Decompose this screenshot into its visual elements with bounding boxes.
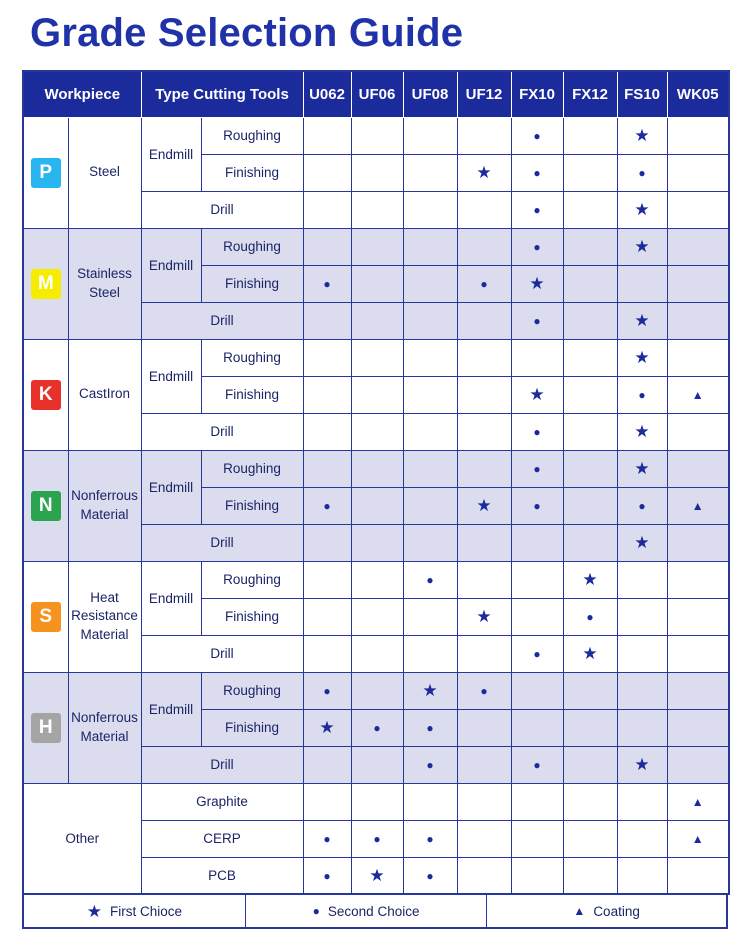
grade-cell-uf06	[351, 672, 403, 709]
grade-cell-uf08	[403, 265, 457, 302]
tool-label: Drill	[141, 746, 303, 783]
grade-cell-uf08	[403, 561, 457, 598]
grade-cell-uf12	[457, 672, 511, 709]
material-label: Stainless Steel	[68, 228, 141, 339]
grade-cell-u062	[303, 117, 351, 154]
grade-cell-wk05	[667, 746, 729, 783]
second-choice-dot-icon: ●	[312, 904, 320, 918]
material-label: Nonferrous Material	[68, 672, 141, 783]
grade-cell-uf06	[351, 709, 403, 746]
grade-cell-uf08	[403, 746, 457, 783]
grade-cell-uf12	[457, 635, 511, 672]
tool-label: Endmill	[141, 561, 201, 635]
grade-cell-fx12	[563, 450, 617, 487]
tool-label: Endmill	[141, 117, 201, 191]
second-choice-dot-icon: ●	[323, 277, 331, 291]
table-row	[23, 561, 729, 598]
grade-cell-fx10	[511, 413, 563, 450]
grade-cell-fx12	[563, 487, 617, 524]
grade-cell-uf06	[351, 598, 403, 635]
grade-cell-fs10	[617, 339, 667, 376]
cut-type-label: Finishing	[201, 265, 303, 302]
second-choice-dot-icon: ●	[426, 758, 434, 772]
grade-cell-fx12	[563, 117, 617, 154]
grade-cell-uf08	[403, 672, 457, 709]
grade-cell-u062	[303, 302, 351, 339]
grade-cell-uf12	[457, 746, 511, 783]
grade-cell-wk05	[667, 191, 729, 228]
grade-cell-fx10	[511, 635, 563, 672]
grade-cell-fs10	[617, 191, 667, 228]
cut-type-label: Roughing	[201, 450, 303, 487]
grade-cell-fs10	[617, 117, 667, 154]
legend-bar	[22, 895, 728, 929]
tool-label: Endmill	[141, 339, 201, 413]
grade-cell-fx12	[563, 154, 617, 191]
grade-cell-wk05	[667, 783, 729, 820]
second-choice-dot-icon: ●	[373, 832, 381, 846]
workpiece-badge-cell	[23, 450, 68, 561]
first-choice-star-icon: ★	[476, 496, 492, 515]
grade-cell-fx10	[511, 376, 563, 413]
grade-cell-fs10	[617, 820, 667, 857]
second-choice-dot-icon: ●	[533, 240, 541, 254]
grade-cell-fs10	[617, 783, 667, 820]
second-choice-dot-icon: ●	[426, 832, 434, 846]
workpiece-badge-n: N	[31, 491, 61, 521]
grade-cell-fs10	[617, 561, 667, 598]
grade-cell-wk05	[667, 709, 729, 746]
second-choice-dot-icon: ●	[586, 610, 594, 624]
grade-cell-fx10	[511, 339, 563, 376]
tool-label: Drill	[141, 413, 303, 450]
grade-cell-fx10	[511, 672, 563, 709]
grade-cell-wk05	[667, 598, 729, 635]
grade-cell-fx10	[511, 561, 563, 598]
grade-cell-uf12	[457, 265, 511, 302]
cut-type-label: Roughing	[201, 228, 303, 265]
first-choice-star-icon: ★	[634, 533, 650, 552]
grade-cell-uf08	[403, 154, 457, 191]
grade-cell-uf06	[351, 561, 403, 598]
grade-cell-u062	[303, 413, 351, 450]
cut-type-label: Finishing	[201, 154, 303, 191]
coating-triangle-icon: ▲	[691, 795, 704, 809]
grade-cell-fs10	[617, 154, 667, 191]
material-label: Heat Resistance Material	[68, 561, 141, 672]
grade-cell-uf08	[403, 302, 457, 339]
grade-cell-uf12	[457, 783, 511, 820]
grade-cell-fx10	[511, 524, 563, 561]
grade-cell-fs10	[617, 376, 667, 413]
grade-header-wk05: WK05	[667, 71, 729, 117]
first-choice-star-icon: ★	[634, 237, 650, 256]
grade-header-uf12: UF12	[457, 71, 511, 117]
grade-cell-uf06	[351, 265, 403, 302]
grade-cell-wk05	[667, 857, 729, 894]
grade-cell-fx10	[511, 302, 563, 339]
tool-label: Drill	[141, 191, 303, 228]
first-choice-star-icon: ★	[582, 644, 598, 663]
workpiece-badge-p: P	[31, 158, 61, 188]
first-choice-star-icon: ★	[476, 163, 492, 182]
grade-cell-wk05	[667, 228, 729, 265]
workpiece-badge-h: H	[31, 713, 61, 743]
second-choice-dot-icon: ●	[480, 277, 488, 291]
first-choice-star-icon: ★	[529, 274, 545, 293]
grade-cell-u062	[303, 635, 351, 672]
grade-cell-uf12	[457, 857, 511, 894]
grade-header-fx10: FX10	[511, 71, 563, 117]
workpiece-badge-cell	[23, 561, 68, 672]
workpiece-badge-s: S	[31, 602, 61, 632]
second-choice-dot-icon: ●	[373, 721, 381, 735]
other-material-label: Graphite	[141, 783, 303, 820]
grade-cell-uf06	[351, 339, 403, 376]
table-row	[23, 228, 729, 265]
grade-cell-uf12	[457, 228, 511, 265]
second-choice-dot-icon: ●	[323, 868, 331, 883]
grade-cell-fx12	[563, 265, 617, 302]
grade-cell-uf06	[351, 413, 403, 450]
grade-cell-u062	[303, 598, 351, 635]
second-choice-dot-icon: ●	[533, 425, 541, 439]
coating-triangle-icon: ▲	[573, 904, 586, 918]
cut-type-label: Finishing	[201, 709, 303, 746]
cut-type-label: Finishing	[201, 487, 303, 524]
legend-label: Coating	[593, 903, 640, 919]
grade-cell-wk05	[667, 450, 729, 487]
grade-cell-uf06	[351, 191, 403, 228]
material-label: CastIron	[68, 339, 141, 450]
grade-cell-fs10	[617, 635, 667, 672]
grade-cell-fx12	[563, 302, 617, 339]
grade-cell-fs10	[617, 487, 667, 524]
table-row	[23, 117, 729, 154]
first-choice-star-icon: ★	[634, 126, 650, 145]
grade-cell-wk05	[667, 302, 729, 339]
coating-triangle-icon: ▲	[691, 832, 704, 846]
cut-type-label: Finishing	[201, 376, 303, 413]
tool-label: Drill	[141, 635, 303, 672]
grade-cell-fx12	[563, 339, 617, 376]
table-row	[23, 450, 729, 487]
grade-cell-fs10	[617, 598, 667, 635]
grade-cell-fx12	[563, 228, 617, 265]
first-choice-star-icon: ★	[634, 200, 650, 219]
grade-cell-fs10	[617, 746, 667, 783]
legend-first-chioce	[24, 895, 246, 927]
grade-cell-fx10	[511, 450, 563, 487]
first-choice-star-icon: ★	[634, 311, 650, 330]
grade-cell-uf08	[403, 857, 457, 894]
grade-cell-uf08	[403, 709, 457, 746]
second-choice-dot-icon: ●	[533, 462, 541, 476]
first-choice-star-icon: ★	[529, 385, 545, 404]
grade-cell-wk05	[667, 117, 729, 154]
grade-cell-fx10	[511, 154, 563, 191]
grade-cell-fs10	[617, 857, 667, 894]
second-choice-dot-icon: ●	[638, 388, 646, 402]
material-label: Steel	[68, 117, 141, 228]
other-label: Other	[23, 783, 141, 894]
grade-cell-uf12	[457, 487, 511, 524]
grade-cell-wk05	[667, 265, 729, 302]
second-choice-dot-icon: ●	[323, 684, 331, 698]
grade-cell-uf12	[457, 524, 511, 561]
first-choice-star-icon: ★	[476, 607, 492, 626]
grade-cell-fs10	[617, 524, 667, 561]
grade-cell-uf12	[457, 820, 511, 857]
grade-cell-fs10	[617, 228, 667, 265]
first-choice-star-icon: ★	[582, 570, 598, 589]
header-row	[23, 71, 729, 117]
grade-cell-fx12	[563, 857, 617, 894]
grade-cell-fx10	[511, 265, 563, 302]
table-row	[23, 672, 729, 709]
material-label: Nonferrous Material	[68, 450, 141, 561]
grade-cell-u062	[303, 524, 351, 561]
other-material-label: CERP	[141, 820, 303, 857]
grade-cell-wk05	[667, 376, 729, 413]
workpiece-badge-cell	[23, 672, 68, 783]
grade-cell-uf08	[403, 450, 457, 487]
coating-triangle-icon: ▲	[691, 499, 704, 513]
second-choice-dot-icon: ●	[638, 499, 646, 513]
grade-cell-uf06	[351, 783, 403, 820]
first-choice-star-icon: ★	[319, 718, 335, 737]
workpiece-badge-cell	[23, 117, 68, 228]
grade-cell-wk05	[667, 413, 729, 450]
grade-cell-uf08	[403, 524, 457, 561]
grade-cell-fs10	[617, 302, 667, 339]
grade-header-u062: U062	[303, 71, 351, 117]
grade-cell-fx10	[511, 857, 563, 894]
grade-cell-fx12	[563, 709, 617, 746]
grade-cell-fx10	[511, 783, 563, 820]
workpiece-badge-k: K	[31, 380, 61, 410]
grade-cell-uf08	[403, 598, 457, 635]
grade-cell-u062	[303, 672, 351, 709]
grade-cell-fx10	[511, 709, 563, 746]
grade-cell-wk05	[667, 487, 729, 524]
workpiece-badge-cell	[23, 228, 68, 339]
second-choice-dot-icon: ●	[480, 684, 488, 698]
tool-label: Endmill	[141, 450, 201, 524]
grade-cell-u062	[303, 857, 351, 894]
grade-cell-fs10	[617, 413, 667, 450]
grade-cell-u062	[303, 746, 351, 783]
grade-cell-fx12	[563, 413, 617, 450]
grade-cell-fx10	[511, 191, 563, 228]
grade-cell-uf06	[351, 117, 403, 154]
grade-cell-uf06	[351, 376, 403, 413]
second-choice-dot-icon: ●	[533, 499, 541, 513]
grade-cell-uf06	[351, 228, 403, 265]
grade-cell-u062	[303, 339, 351, 376]
grade-cell-uf06	[351, 302, 403, 339]
second-choice-dot-icon: ●	[426, 721, 434, 735]
second-choice-dot-icon: ●	[533, 647, 541, 661]
first-choice-star-icon: ★	[86, 901, 103, 921]
grade-cell-u062	[303, 154, 351, 191]
grade-cell-wk05	[667, 339, 729, 376]
grade-cell-fx12	[563, 524, 617, 561]
grade-cell-uf12	[457, 376, 511, 413]
other-material-label: PCB	[141, 857, 303, 894]
grade-cell-fx12	[563, 561, 617, 598]
grade-cell-fx10	[511, 228, 563, 265]
grade-cell-uf06	[351, 635, 403, 672]
grade-cell-uf06	[351, 524, 403, 561]
grade-cell-wk05	[667, 154, 729, 191]
grade-cell-fx10	[511, 820, 563, 857]
grade-cell-uf06	[351, 857, 403, 894]
grade-cell-uf12	[457, 154, 511, 191]
grade-cell-fx12	[563, 376, 617, 413]
grade-cell-fs10	[617, 672, 667, 709]
grade-cell-uf08	[403, 339, 457, 376]
cut-type-label: Roughing	[201, 117, 303, 154]
cut-type-label: Roughing	[201, 561, 303, 598]
grade-header-fs10: FS10	[617, 71, 667, 117]
grade-header-fx12: FX12	[563, 71, 617, 117]
grade-cell-fs10	[617, 265, 667, 302]
grade-cell-uf12	[457, 709, 511, 746]
second-choice-dot-icon: ●	[426, 573, 434, 587]
second-choice-dot-icon: ●	[323, 832, 331, 846]
second-choice-dot-icon: ●	[533, 314, 541, 328]
legend-second-choice	[246, 895, 487, 927]
grade-cell-uf12	[457, 191, 511, 228]
grade-cell-u062	[303, 265, 351, 302]
grade-cell-fx12	[563, 820, 617, 857]
grade-cell-fx12	[563, 191, 617, 228]
grade-cell-fx12	[563, 672, 617, 709]
grade-cell-fx12	[563, 635, 617, 672]
page-title: Grade Selection Guide	[30, 11, 464, 55]
grade-cell-wk05	[667, 524, 729, 561]
tool-label: Drill	[141, 302, 303, 339]
grade-cell-uf12	[457, 117, 511, 154]
grade-cell-wk05	[667, 635, 729, 672]
second-choice-dot-icon: ●	[638, 166, 646, 180]
grade-cell-fx12	[563, 598, 617, 635]
table-row	[23, 339, 729, 376]
cut-type-label: Roughing	[201, 672, 303, 709]
grade-cell-uf06	[351, 487, 403, 524]
grade-cell-uf08	[403, 228, 457, 265]
legend-label: First Chioce	[110, 903, 183, 919]
grade-cell-wk05	[667, 672, 729, 709]
first-choice-star-icon: ★	[634, 755, 650, 774]
grade-cell-fx10	[511, 746, 563, 783]
legend-label: Second Choice	[327, 903, 420, 919]
coating-triangle-icon: ▲	[691, 388, 704, 402]
grade-cell-uf08	[403, 191, 457, 228]
workpiece-badge-m: M	[31, 269, 61, 299]
workpiece-badge-cell	[23, 339, 68, 450]
grade-cell-u062	[303, 191, 351, 228]
grade-cell-uf12	[457, 339, 511, 376]
grade-header-uf08: UF08	[403, 71, 457, 117]
grade-cell-uf12	[457, 598, 511, 635]
first-choice-star-icon: ★	[634, 459, 650, 478]
grade-cell-wk05	[667, 820, 729, 857]
header-cutting-tools: Type Cutting Tools	[141, 71, 303, 117]
table-row	[23, 783, 729, 820]
grade-cell-fx10	[511, 598, 563, 635]
second-choice-dot-icon: ●	[533, 129, 541, 143]
grade-cell-uf06	[351, 450, 403, 487]
grade-cell-u062	[303, 228, 351, 265]
grade-cell-u062	[303, 783, 351, 820]
grade-cell-uf08	[403, 117, 457, 154]
second-choice-dot-icon: ●	[533, 166, 541, 180]
grade-cell-uf08	[403, 820, 457, 857]
grade-cell-fx10	[511, 487, 563, 524]
grade-header-uf06: UF06	[351, 71, 403, 117]
second-choice-dot-icon: ●	[533, 758, 541, 772]
header-workpiece: Workpiece	[23, 71, 141, 117]
grade-cell-u062	[303, 487, 351, 524]
grade-cell-fs10	[617, 450, 667, 487]
legend-coating	[487, 895, 726, 927]
first-choice-star-icon: ★	[422, 681, 438, 700]
second-choice-dot-icon: ●	[533, 203, 541, 217]
grade-cell-uf08	[403, 376, 457, 413]
grade-cell-uf12	[457, 302, 511, 339]
grade-cell-u062	[303, 376, 351, 413]
first-choice-star-icon: ★	[634, 422, 650, 441]
grade-cell-u062	[303, 820, 351, 857]
grade-cell-uf08	[403, 487, 457, 524]
first-choice-star-icon: ★	[634, 348, 650, 367]
grade-selection-table	[22, 70, 730, 895]
first-choice-star-icon: ★	[369, 865, 385, 885]
second-choice-dot-icon: ●	[323, 499, 331, 513]
grade-cell-fx12	[563, 746, 617, 783]
tool-label: Endmill	[141, 672, 201, 746]
grade-cell-uf08	[403, 635, 457, 672]
grade-cell-u062	[303, 450, 351, 487]
cut-type-label: Roughing	[201, 339, 303, 376]
tool-label: Drill	[141, 524, 303, 561]
grade-cell-uf06	[351, 820, 403, 857]
tool-label: Endmill	[141, 228, 201, 302]
grade-cell-u062	[303, 561, 351, 598]
grade-cell-fx10	[511, 117, 563, 154]
grade-cell-uf12	[457, 561, 511, 598]
grade-cell-u062	[303, 709, 351, 746]
grade-cell-uf06	[351, 746, 403, 783]
cut-type-label: Finishing	[201, 598, 303, 635]
grade-cell-uf12	[457, 413, 511, 450]
grade-cell-uf12	[457, 450, 511, 487]
grade-cell-uf08	[403, 783, 457, 820]
second-choice-dot-icon: ●	[426, 868, 434, 883]
grade-cell-wk05	[667, 561, 729, 598]
grade-cell-uf08	[403, 413, 457, 450]
grade-cell-fx12	[563, 783, 617, 820]
grade-cell-uf06	[351, 154, 403, 191]
grade-cell-fs10	[617, 709, 667, 746]
